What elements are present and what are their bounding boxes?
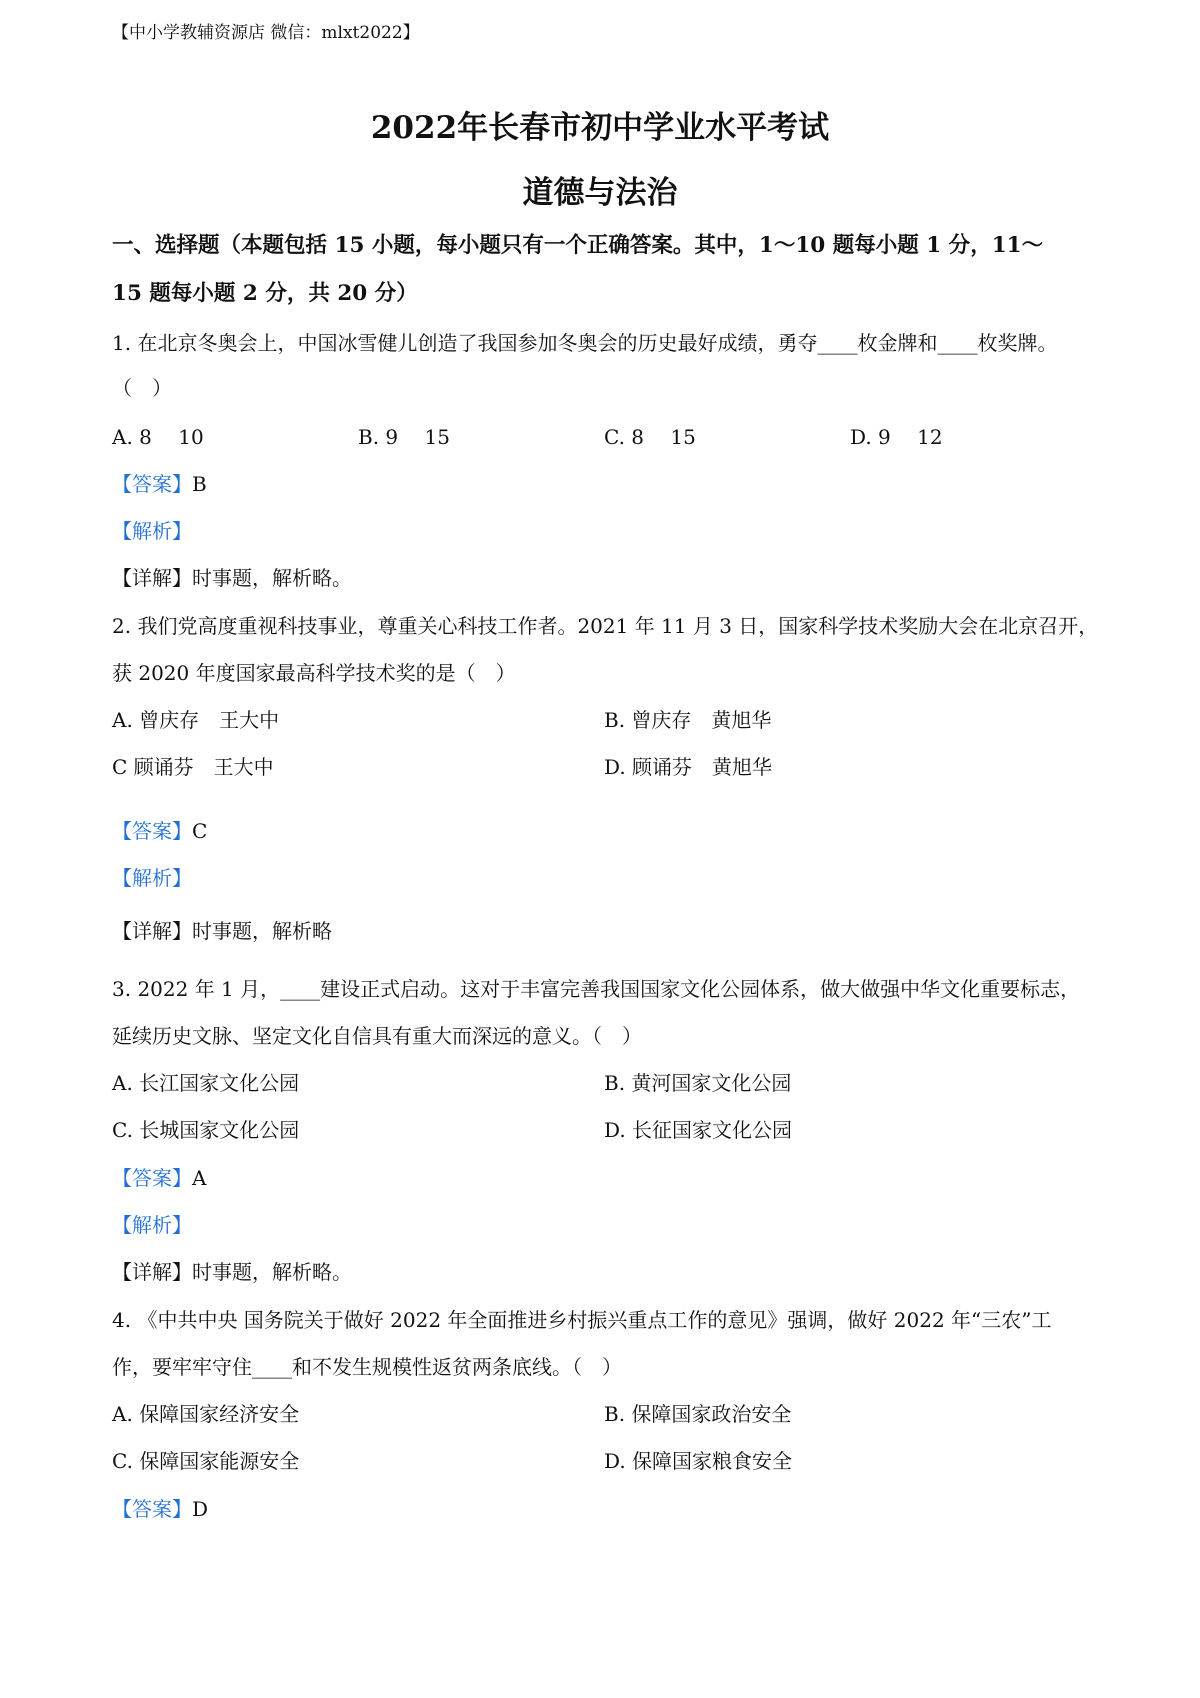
q4-option-d: D. 保障国家粮食安全: [604, 1449, 793, 1473]
detail-tag: 【详解】: [112, 919, 192, 943]
q3-answer: [112, 1162, 206, 1191]
q1-option-d: D. 9 12: [850, 425, 943, 449]
detail-text: 时事题，解析略。: [192, 1260, 352, 1284]
q2-option-d: D. 顾诵芬 黄旭华: [604, 755, 773, 779]
exam-title: 2022年长春市初中学业水平考试: [370, 110, 830, 146]
answer-tag: 【答案】: [112, 472, 192, 496]
q2-option-a: A. 曾庆存 王大中: [112, 708, 280, 732]
q3-detail: [112, 1256, 352, 1285]
exam-subject: 道德与法治: [522, 175, 678, 211]
q1-option-a: A. 8 10: [112, 425, 204, 449]
detail-text: 时事题，解析略。: [192, 566, 352, 590]
q2-stem-line2: 获 2020 年度国家最高科学技术奖的是（ ）: [112, 661, 516, 685]
detail-tag: 【详解】: [112, 1260, 192, 1284]
q3-stem-line1: 3. 2022 年 1 月，____建设正式启动。这对于丰富完善我国国家文化公园体系，做大做强中华文化重要标志，: [112, 977, 1081, 1001]
answer-value: A: [192, 1166, 207, 1190]
answer-value: C: [192, 819, 208, 843]
watermark-header: 【中小学教辅资源店 微信：mlxt2022】: [112, 23, 420, 43]
answer-value: D: [192, 1497, 209, 1521]
q1-option-b: B. 9 15: [358, 425, 450, 449]
answer-tag: 【答案】: [112, 1497, 192, 1521]
q4-stem-line2: 作，要牢牢守住____和不发生规模性返贫两条底线。（ ）: [112, 1355, 622, 1379]
q1-stem-line1: 1. 在北京冬奥会上，中国冰雪健儿创造了我国参加冬奥会的历史最好成绩，勇夺____枚金牌和____枚奖牌。: [112, 331, 1058, 355]
section-heading-line2: 15 题每小题 2 分，共 20 分）: [112, 281, 418, 306]
q2-option-b: B. 曾庆存 黄旭华: [604, 708, 772, 732]
q2-stem-line1: 2. 我们党高度重视科技事业，尊重关心科技工作者。2021 年 11 月 3 日，国家科学技术奖励大会在北京召开，: [112, 614, 1099, 638]
q1-stem-line2: （ ）: [112, 376, 172, 400]
q4-option-c: C. 保障国家能源安全: [112, 1449, 300, 1473]
q2-option-c: C 顾诵芬 王大中: [112, 755, 274, 779]
q3-stem-line2: 延续历史文脉、坚定文化自信具有重大而深远的意义。（ ）: [112, 1024, 642, 1048]
q2-analysis-tag: 【解析】: [112, 866, 192, 890]
section-heading-line1: 一、选择题（本题包括 15 小题，每小题只有一个正确答案。其中，1～10 题每小题 1 分，11～: [112, 233, 1044, 258]
q4-stem-line1: 4. 《中共中央 国务院关于做好 2022 年全面推进乡村振兴重点工作的意见》强调，做好 2022 年“三农”工: [112, 1308, 1052, 1332]
q4-option-b: B. 保障国家政治安全: [604, 1402, 792, 1426]
q2-detail: [112, 915, 332, 944]
q3-option-a: A. 长江国家文化公园: [112, 1071, 300, 1095]
q1-analysis-tag: 【解析】: [112, 519, 192, 543]
detail-tag: 【详解】: [112, 566, 192, 590]
q1-answer: [112, 468, 207, 497]
q3-option-b: B. 黄河国家文化公园: [604, 1071, 792, 1095]
answer-tag: 【答案】: [112, 1166, 192, 1190]
q2-answer: [112, 815, 207, 844]
q1-option-c: C. 8 15: [604, 425, 696, 449]
q4-option-a: A. 保障国家经济安全: [112, 1402, 300, 1426]
q3-analysis-tag: 【解析】: [112, 1213, 192, 1237]
detail-text: 时事题，解析略: [192, 919, 332, 943]
q3-option-c: C. 长城国家文化公园: [112, 1118, 300, 1142]
q1-detail: [112, 562, 352, 591]
q4-answer: [112, 1493, 208, 1522]
q3-option-d: D. 长征国家文化公园: [604, 1118, 793, 1142]
answer-tag: 【答案】: [112, 819, 192, 843]
answer-value: B: [192, 472, 207, 496]
